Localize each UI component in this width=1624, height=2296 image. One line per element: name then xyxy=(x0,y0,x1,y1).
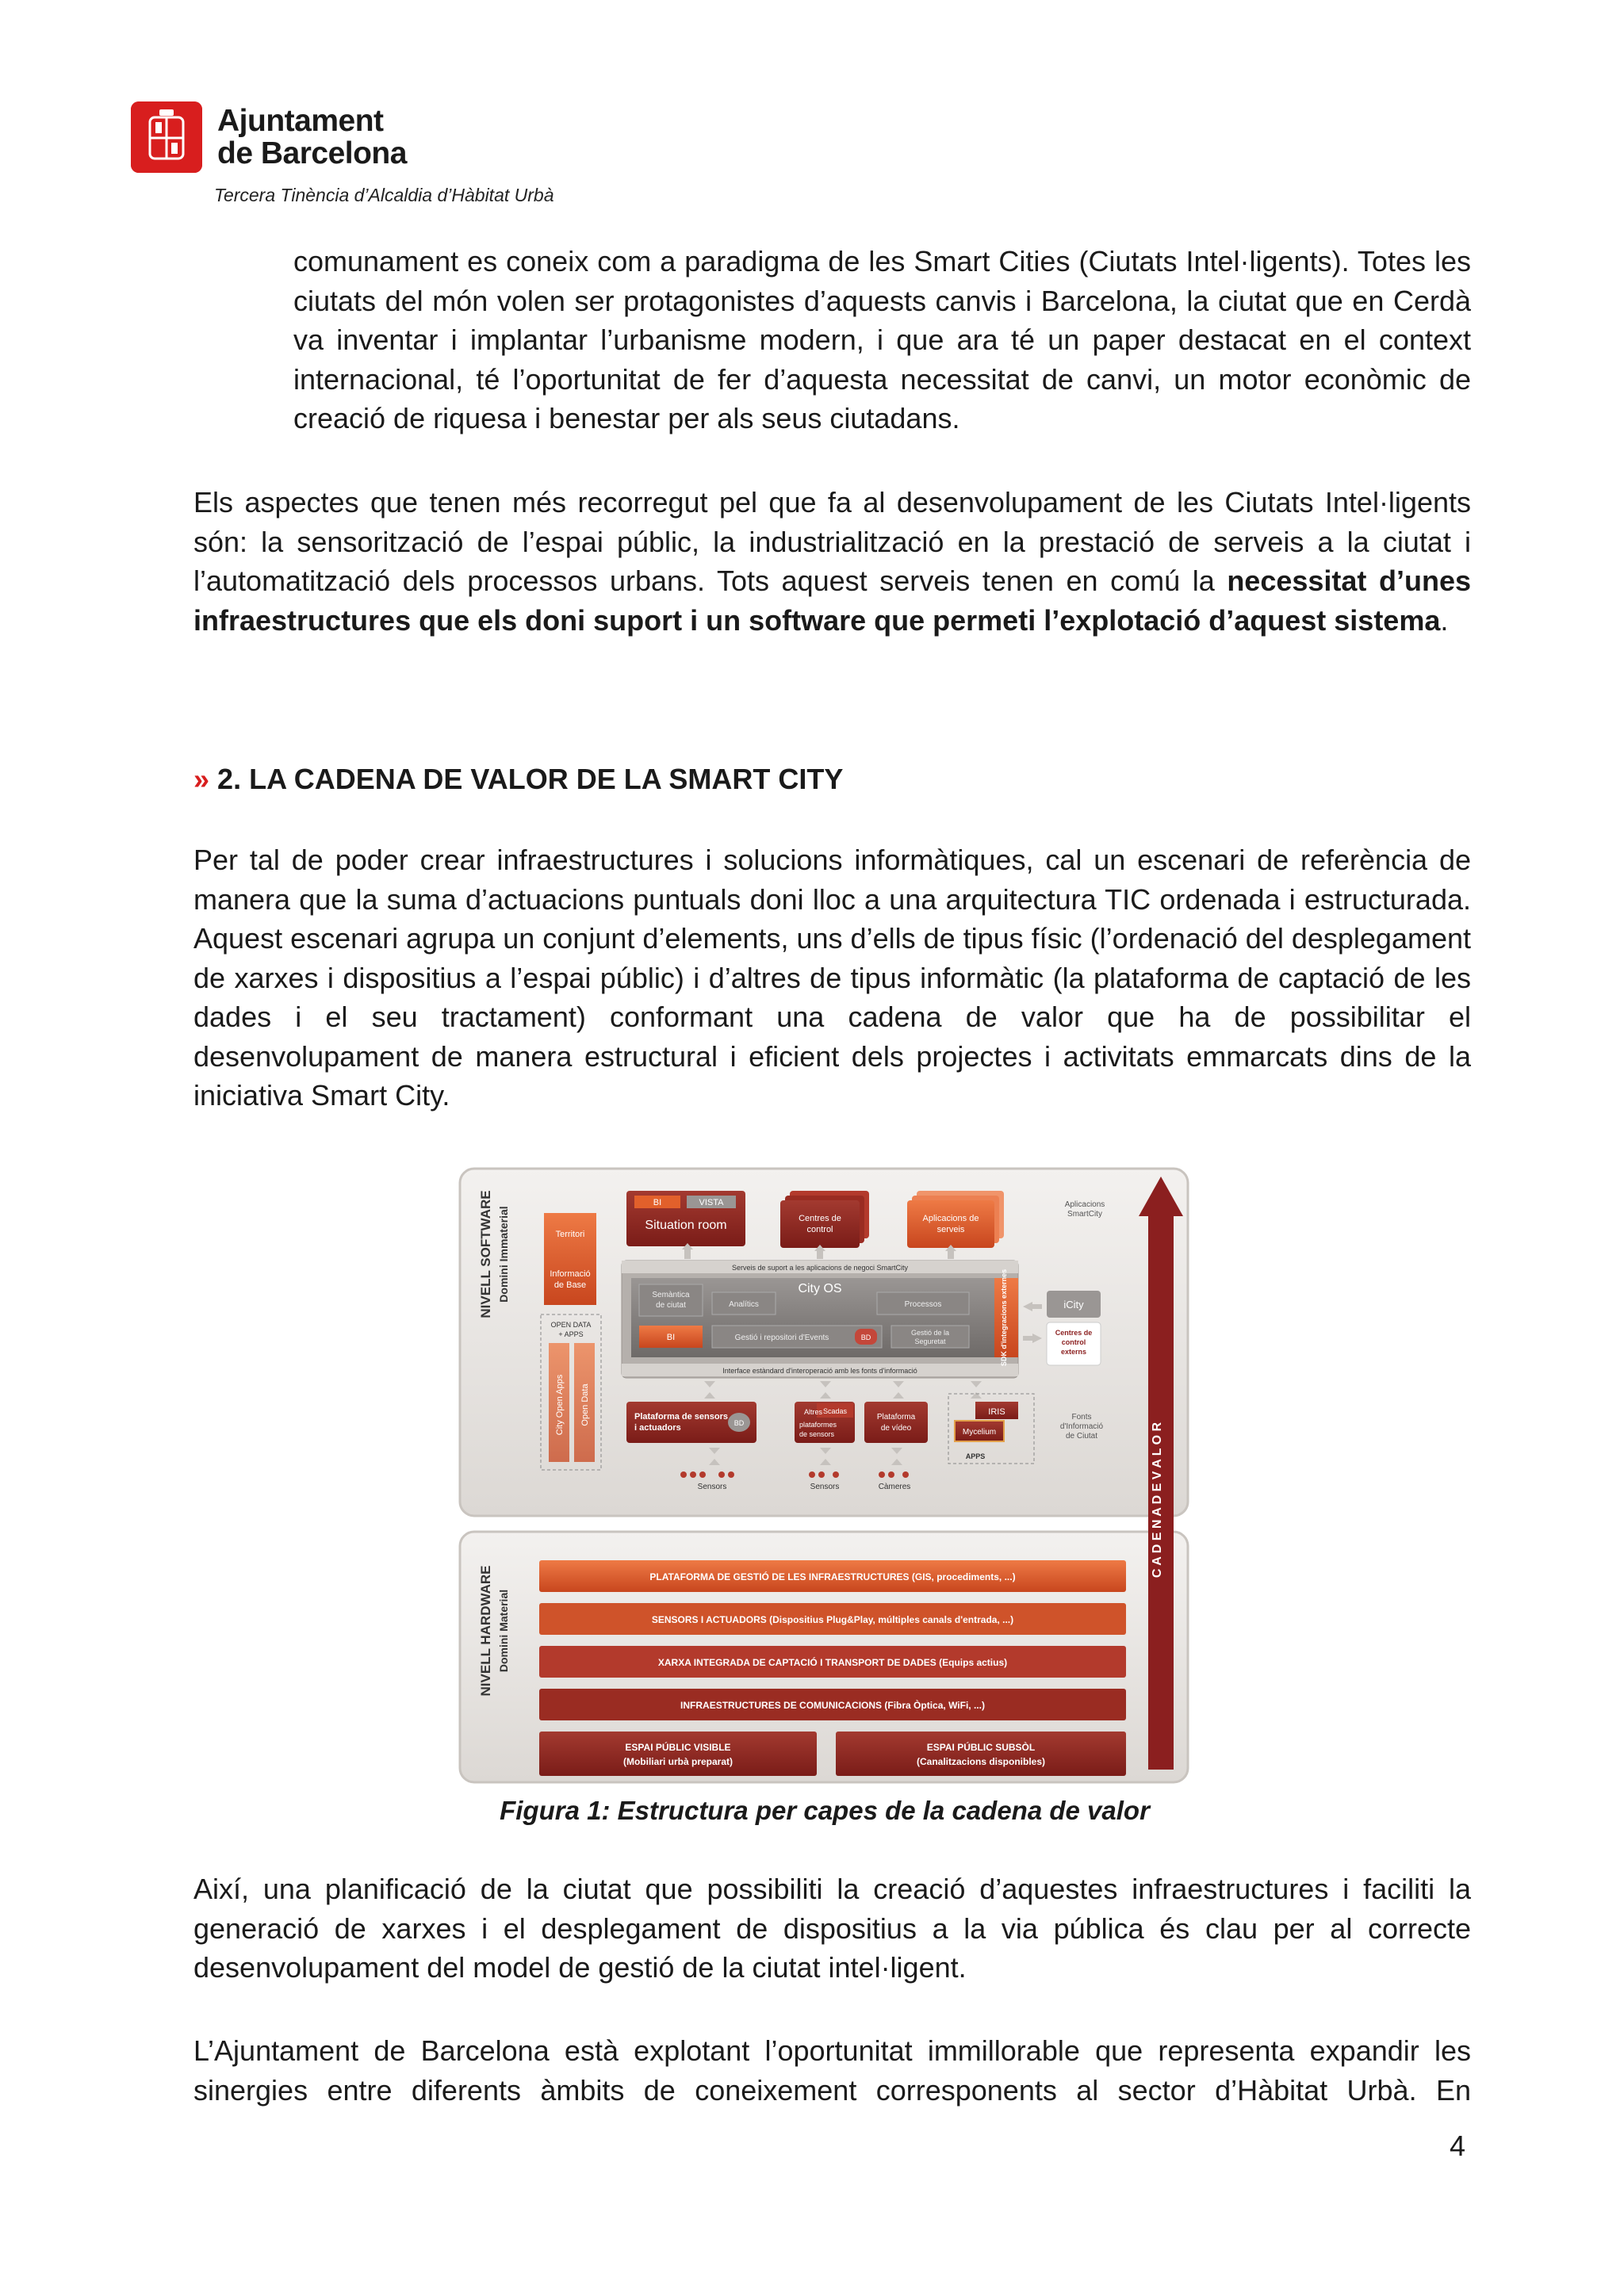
altres-line1: Altres xyxy=(804,1408,823,1416)
sensors-label-1: Sensors xyxy=(697,1483,727,1491)
section-heading xyxy=(193,763,843,796)
paragraph-2-bold: necessitat d’unes infraestructures que els doni suport i un software que permeti l’explotació d’aquest sistema xyxy=(193,564,1472,637)
apps-label: APPS xyxy=(965,1452,986,1460)
cameres-label: Càmeres xyxy=(878,1483,911,1491)
bi-os-label: BI xyxy=(666,1333,676,1342)
gestio-seguretat-line1: Gestió de la xyxy=(910,1329,950,1337)
fonts-line3: de Ciutat xyxy=(1065,1432,1098,1441)
fonts-line2: d'Informació xyxy=(1059,1422,1104,1431)
paragraph-5: L’Ajuntament de Barcelona està explotant l’oportunitat immillorable que representa expandir les sinergies entre diferents àmbits de coneixement corresponents al sector d’Hàbitat Urbà. En xyxy=(193,2034,1471,2107)
hardware-level-label: NIVELL HARDWARE xyxy=(478,1565,493,1697)
software-domain-label: Domini Immaterial xyxy=(497,1206,510,1303)
vista-label: VISTA xyxy=(699,1198,724,1207)
hw-bar-5a-line1: ESPAI PÚBLIC VISIBLE xyxy=(625,1742,731,1753)
value-chain-diagram xyxy=(458,1167,1189,1785)
open-data-line2: + APPS xyxy=(558,1330,584,1338)
centres-externs-line2: control xyxy=(1061,1338,1086,1346)
plataforma-sensors-line2: i actuadors xyxy=(634,1423,681,1433)
centres-externs-line3: externs xyxy=(1060,1348,1087,1356)
bd-os-label: BD xyxy=(860,1334,871,1341)
paragraph-3: Per tal de poder crear infraestructures i solucions informàtiques, cal un escenari de referència de manera que la suma d’actuacions puntuals doni lloc a una arquitectura TIC ordenada i estructurada. Aquest escenari agrupa un conjunt d’elements, uns d’ells de tipus físic (l’ordenació del desplegament de xarxes i dispositius a l’espai públic) i d’altres de tipus informàtic (la plataforma de captació de les dades i el seu tractament) conformant una cadena de valor que ha de possibilitar el desenvolupament de manera estructural i eficient dels projectes i activitats emmarcats dins de la iniciativa Smart City. xyxy=(193,844,1471,1112)
section-title: 2. LA CADENA DE VALOR DE LA SMART CITY xyxy=(217,763,844,795)
hardware-domain-label: Domini Material xyxy=(497,1589,510,1673)
figure-caption: Figura 1: Estructura per capes de la cadena de valor xyxy=(500,1796,1150,1825)
open-data-line1: OPEN DATA xyxy=(550,1321,592,1329)
centres-externs-line1: Centres de xyxy=(1055,1329,1093,1337)
plataforma-video-line2: de vídeo xyxy=(880,1424,912,1433)
aplicacions-serveis-line2: serveis xyxy=(936,1225,965,1234)
aplicacions-serveis-line1: Aplicacions de xyxy=(922,1214,979,1223)
bi-label: BI xyxy=(653,1198,662,1207)
fonts-line1: Fonts xyxy=(1071,1413,1092,1422)
mycelium-label: Mycelium xyxy=(962,1428,997,1437)
territori-box xyxy=(544,1213,596,1305)
plataforma-sensors-line1: Plataforma de sensors xyxy=(634,1412,728,1422)
paragraph-2-end: . xyxy=(1440,603,1449,637)
page-number: 4 xyxy=(1450,2130,1466,2162)
aplicacions-smartcity-line2: SmartCity xyxy=(1067,1210,1102,1219)
city-os-label: City OS xyxy=(798,1282,842,1295)
hw-bar-5a xyxy=(539,1732,817,1776)
semantica-line1: Semàntica xyxy=(652,1291,690,1299)
org-name xyxy=(217,105,407,170)
aplicacions-smartcity-line1: Aplicacions xyxy=(1064,1200,1105,1209)
barcelona-logo-icon xyxy=(131,101,202,173)
scadas-label: Scadas xyxy=(822,1407,848,1415)
open-data-vertical-label: Open Data xyxy=(580,1383,590,1426)
section-marker: » xyxy=(193,763,210,795)
org-name-line2: de Barcelona xyxy=(217,136,407,170)
hw-bar-2-label: SENSORS I ACTUADORS (Dispositius Plug&Play, múltiples canals d'entrada, ...) xyxy=(651,1614,1014,1625)
paragraph-4: Així, una planificació de la ciutat que possibiliti la creació d’aquestes infraestructures i faciliti la generació de xarxes i el desplegament de dispositius a la via pública és clau per al correcte desenvolupament del model de gestió de la ciutat intel·ligent. xyxy=(193,1873,1471,1984)
altres-line2: plataformes xyxy=(799,1421,837,1429)
icity-label: iCity xyxy=(1063,1299,1084,1311)
hw-bar-4-label: INFRAESTRUCTURES DE COMUNICACIONS (Fibra Òptica, WiFi, ...) xyxy=(680,1700,985,1711)
paragraph-1: comunament es coneix com a paradigma de les Smart Cities (Ciutats Intel·ligents). Totes les ciutats del món volen ser protagonistes d’aquests canvis i Barcelona, la ciutat que en Cerdà va inventar i implantar l’urbanisme modern, i que ara té un paper destacat en el context internacional, té l’oportunitat de fer d’aquesta necessitat de canvi, un motor econòmic de creació de riquesa i benestar per als seus ciutadans. xyxy=(293,245,1471,434)
org-name-line1: Ajuntament xyxy=(217,104,384,138)
centres-control-line1: Centres de xyxy=(799,1214,841,1223)
hw-bar-3-label: XARXA INTEGRADA DE CAPTACIÓ I TRANSPORT DE DADES (Equips actius) xyxy=(657,1657,1008,1668)
paragraph-2 xyxy=(193,483,1471,640)
paragraph-2-text: Els aspectes que tenen més recorregut pel que fa al desenvolupament de les Ciutats Intel·ligents són: la sensorització de l’espai públic, la industrialització en la prestació de serveis a la ciutat i l’automatització dels processos urbans. Tots aquest serveis tenen en comú la xyxy=(193,486,1471,597)
analitics-label: Analítics xyxy=(729,1300,759,1309)
altres-line3: de sensors xyxy=(799,1430,835,1438)
city-open-apps-label: City Open Apps xyxy=(555,1374,565,1436)
territori-label: Territori xyxy=(555,1230,585,1239)
situation-room-label: Situation room xyxy=(645,1219,727,1232)
hw-bar-5a-line2: (Mobiliari urbà preparat) xyxy=(622,1756,733,1767)
interficie-label: Interface estàndard d'interoperació amb les fonts d'informació xyxy=(722,1367,917,1375)
iris-label: IRIS xyxy=(988,1407,1005,1417)
hw-bar-5b-line1: ESPAI PÚBLIC SUBSÒL xyxy=(926,1742,1036,1753)
centres-control-line2: control xyxy=(806,1225,833,1234)
bd-sensors-label: BD xyxy=(733,1419,745,1427)
hw-bar-1-label: PLATAFORMA DE GESTIÓ DE LES INFRAESTRUCTURES (GIS, procediments, ...) xyxy=(649,1571,1016,1582)
software-level-label: NIVELL SOFTWARE xyxy=(478,1190,493,1318)
department-name: Tercera Tinència d’Alcaldia d’Hàbitat Urbà xyxy=(214,185,554,205)
processos-label: Processos xyxy=(904,1300,942,1309)
info-base-line2: de Base xyxy=(553,1280,587,1290)
hw-bar-5b xyxy=(836,1732,1126,1776)
plataforma-video-line1: Plataforma xyxy=(876,1413,916,1422)
serveis-suport-label: Serveis de suport a les aplicacions de negoci SmartCity xyxy=(731,1264,909,1272)
sdk-label: SDK d'integracions externes xyxy=(1000,1269,1008,1367)
info-base-line1: Informació xyxy=(550,1269,591,1279)
gestio-seguretat-line2: Seguretat xyxy=(914,1337,946,1345)
gestio-events-label: Gestió i repositori d'Events xyxy=(734,1334,829,1342)
semantica-line2: de ciutat xyxy=(656,1301,686,1310)
hw-bar-5b-line2: (Canalitzacions disponibles) xyxy=(916,1756,1046,1767)
sensors-label-2: Sensors xyxy=(810,1483,840,1491)
value-chain-figure xyxy=(458,1167,1189,1785)
value-chain-label: C A D E N A D E V A L O R xyxy=(1151,1422,1164,1578)
